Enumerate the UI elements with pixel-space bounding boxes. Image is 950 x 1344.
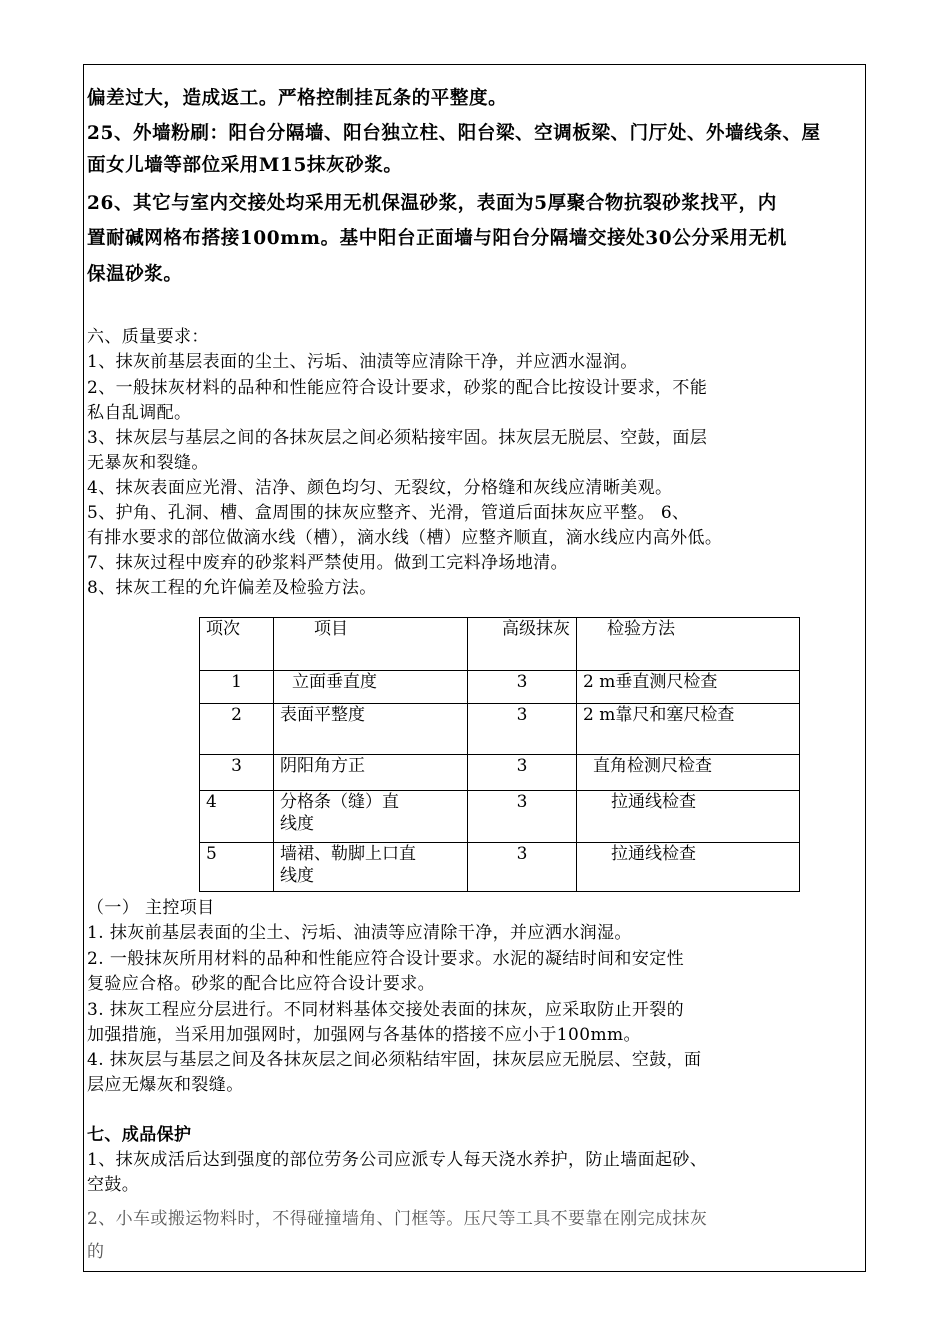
paragraph-line: 保温砂浆。 [87,264,183,285]
header-cell: 项目 [274,618,468,671]
paragraph-line: 1、抹灰成活后达到强度的部位劳务公司应派专人每天浇水养护，防止墙面起砂、 [87,1150,708,1170]
paragraph-line: 5、护角、孔洞、槽、盒周围的抹灰应整齐、光滑，管道后面抹灰应平整。 6、 [87,503,690,523]
paragraph-line: 8、抹灰工程的允许偏差及检验方法。 [87,578,377,598]
table-cell: 2 [200,704,274,755]
section-title: 七、成品保护 [87,1125,192,1145]
paragraph-line: 25、外墙粉刷：阳台分隔墙、阳台独立柱、阳台梁、空调板梁、门厅处、外墙线条、屋 [87,123,821,144]
header-cell: 项次 [200,618,274,671]
paragraph-line: 无暴灰和裂缝。 [87,453,209,473]
table-cell: 3 [468,791,577,843]
table-cell: 阴阳角方正 [274,755,468,791]
table-cell [274,791,468,843]
subsection-title: （一） 主控项目 [87,898,215,918]
paragraph-line: 26、其它与室内交接处均采用无机保温砂浆，表面为5厚聚合物抗裂砂浆找平，内 [87,193,777,214]
table-cell-text: 墙裙、勒脚上口直线度 [280,844,416,886]
table-cell: 拉通线检查 [577,791,800,843]
table-cell: 4 [200,791,274,843]
section-title: 六、质量要求： [87,327,209,347]
header-cell-text: 高级抹灰 [502,619,570,639]
table-cell: 3 [468,843,577,892]
table-cell: 3 [468,671,577,704]
paragraph-line: 偏差过大，造成返工。严格控制挂瓦条的平整度。 [87,88,508,109]
table-cell: 3 [468,704,577,755]
table-cell: 3 [468,755,577,791]
table-row [200,755,800,791]
table-cell-text: 2 m靠尺和塞尺检查 [583,705,735,725]
paragraph-line: 有排水要求的部位做滴水线（槽），滴水线（槽）应整齐顺直，滴水线应内高外低。 [87,528,723,548]
paragraph-line: 面女儿墙等部位采用M15抹灰砂浆。 [87,155,403,176]
paragraph-line: 空鼓。 [87,1175,140,1195]
paragraph-line: 私自乱调配。 [87,403,192,423]
table-row [200,791,800,843]
table-cell: 直角检测尺检查 [577,755,800,791]
paragraph-line: 置耐碱网格布搭接100mm。基中阳台正面墙与阳台分隔墙交接处30公分采用无机 [87,228,787,249]
header-cell: 检验方法 [577,618,800,671]
paragraph-line: 层应无爆灰和裂缝。 [87,1075,244,1095]
header-cell [468,618,577,671]
paragraph-line: 2、一般抹灰材料的品种和性能应符合设计要求，砂浆的配合比按设计要求，不能 [87,378,708,398]
paragraph-line: 的 [87,1242,105,1262]
table-cell: 2 m垂直测尺检查 [577,671,800,704]
table-row [200,843,800,892]
table-cell: 表面平整度 [274,704,468,755]
table-cell: 1 [200,671,274,704]
paragraph-line: 4、抹灰表面应光滑、洁净、颜色均匀、无裂纹，分格缝和灰线应清晰美观。 [87,478,673,498]
tolerance-table [199,617,800,892]
paragraph-line: 4. 抹灰层与基层之间及各抹灰层之间必须粘结牢固，抹灰层应无脱层、空鼓，面 [87,1050,702,1070]
table-cell: 拉通线检查 [577,843,800,892]
paragraph-line: 2. 一般抹灰所用材料的品种和性能应符合设计要求。水泥的凝结时间和安定性 [87,949,685,969]
paragraph-line: 1、抹灰前基层表面的尘土、污垢、油渍等应清除干净，并应洒水湿润。 [87,352,638,372]
table-header-row [200,618,800,671]
paragraph-line: 3. 抹灰工程应分层进行。不同材料基体交接处表面的抹灰，应采取防止开裂的 [87,1000,685,1020]
table-cell: 立面垂直度 [274,671,468,704]
table-cell: 3 [200,755,274,791]
paragraph-line: 1. 抹灰前基层表面的尘土、污垢、油渍等应清除干净，并应洒水润湿。 [87,923,632,943]
table-cell [577,704,800,755]
table-cell: 5 [200,843,274,892]
paragraph-line: 7、抹灰过程中废弃的砂浆料严禁使用。做到工完料净场地清。 [87,553,569,573]
table-row [200,671,800,704]
paragraph-line: 复验应合格。砂浆的配合比应符合设计要求。 [87,974,435,994]
paragraph-line: 3、抹灰层与基层之间的各抹灰层之间必须粘接牢固。抹灰层无脱层、空鼓，面层 [87,428,708,448]
table-cell-text: 分格条（缝）直线度 [280,792,399,834]
table-cell [274,843,468,892]
table-row [200,704,800,755]
paragraph-line: 2、小车或搬运物料时，不得碰撞墙角、门框等。压尺等工具不要靠在刚完成抹灰 [87,1209,708,1229]
paragraph-line: 加强措施，当采用加强网时，加强网与各基体的搭接不应小于100mm。 [87,1025,641,1045]
